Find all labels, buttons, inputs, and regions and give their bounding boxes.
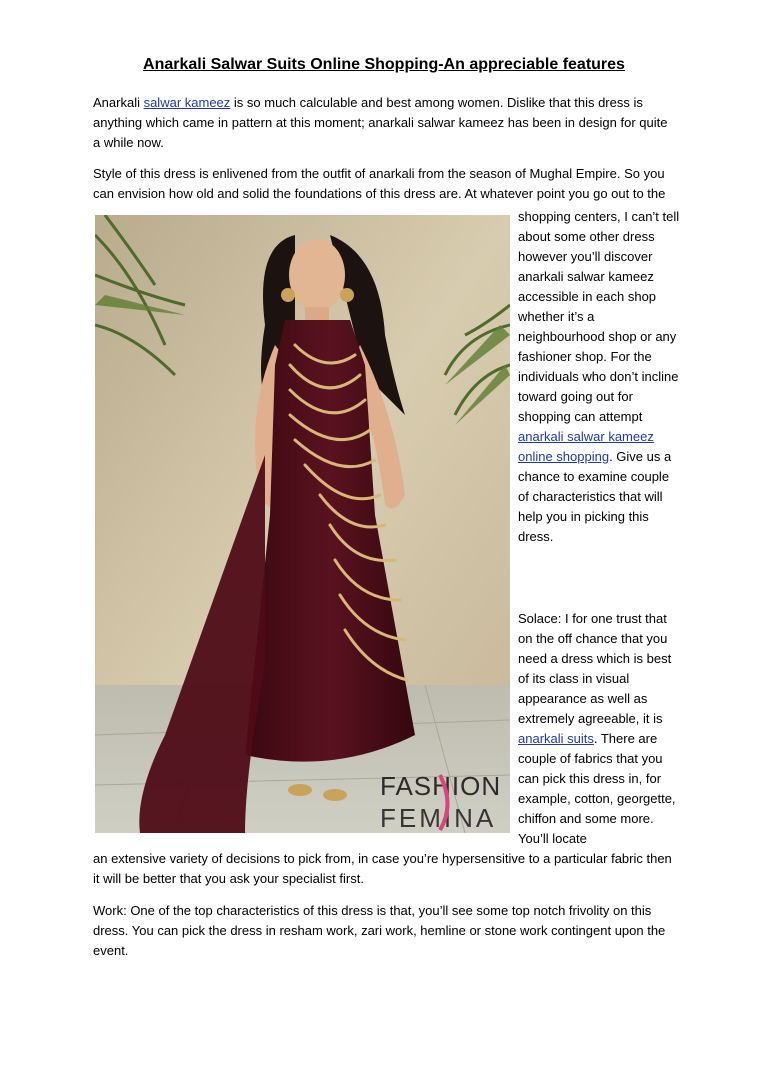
work-paragraph: Work: One of the top characteristics of this dress is that, you’ll see some top notch frivolity on this dress. You can pick the dress in resham work, zari work, hemline or stone work contingent upon the event. [93, 903, 666, 958]
salwar-kameez-link[interactable]: salwar kameez [143, 95, 231, 110]
shopping-text-start: shopping centers, I can’t tell about some other dress however you’ll discover anarkali salwar kameez accessible in each shop whether it’s a neighbourhood shop or any fashioner shop. For the individuals who don’t incline toward going out for shopping can attempt [518, 209, 680, 424]
fabric-paragraph: an extensive variety of decisions to pick from, in case you’re hypersensitive to a particular fabric then it will be better that you ask your specialist first. [93, 851, 672, 886]
document-title: Anarkali Salwar Suits Online Shopping-An appreciable features [143, 56, 625, 73]
solace-text-start: Solace: I for one trust that on the off chance that you need a dress which is best of its class in visual appearance as well as extremely agreeable, it is [518, 611, 672, 726]
watermark-line-1: FASHION [380, 771, 502, 801]
intro-text-end: is so much calculable and best among women. Dislike that this dress is anything which came in pattern at this moment; anarkali salwar kameez has been in design for quite a while now. [93, 95, 668, 150]
intro-text-start: Anarkali [93, 95, 144, 110]
style-paragraph: Style of this dress is enlivened from the outfit of anarkali from the season of Mughal Empire. So you can envision how old and solid the foundations of this dress are. At whatever point you go out to the [93, 166, 666, 201]
solace-text-end: . There are couple of fabrics that you can pick this dress in, for example, cotton, georgette, chiffon and some more. You’ll locate [518, 731, 676, 846]
shopping-text-end: . Give us a chance to examine couple of characteristics that will help you in picking this dress. [518, 449, 672, 544]
anarkali-suits-link[interactable]: anarkali suits [518, 731, 594, 746]
anarkali-dress-photo [95, 215, 510, 833]
side-column-shopping [518, 207, 680, 547]
side-column-solace [518, 609, 680, 849]
anarkali-online-shopping-link[interactable]: anarkali salwar kameez online shopping [518, 429, 654, 464]
intro-paragraph [93, 93, 678, 153]
watermark-line-2: FEMINA [380, 803, 497, 833]
